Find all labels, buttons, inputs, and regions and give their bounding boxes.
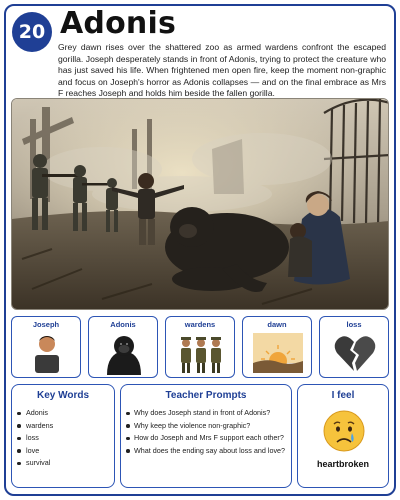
feelings-panel — [297, 384, 389, 488]
vocab-card-joseph[interactable] — [11, 316, 81, 378]
soldiers-icon — [176, 331, 226, 375]
list-item: wardens — [12, 420, 114, 433]
vocab-label: loss — [346, 320, 362, 329]
zoo-dawn-scene — [12, 99, 389, 310]
page-number-badge: 20 — [12, 12, 52, 52]
list-item: Why does Joseph stand in front of Adonis? — [121, 407, 291, 420]
broken-heart-icon — [330, 331, 380, 375]
vocab-label: Joseph — [32, 320, 60, 329]
list-item: love — [12, 445, 114, 458]
list-item: How do Joseph and Mrs F support each other? — [121, 432, 291, 445]
scene-summary: Grey dawn rises over the shattered zoo as armed wardens confront the escaped gorilla. Joseph desperately stands in front of Adonis, trying to protect the creature who has just saved his life. When frightened men open fire, keep the moment non-graphic and focus on Joseph's horror as Adonis collapses — and on the final embrace as Mrs F reaches Joseph and holds him beside the fallen gorilla. — [58, 42, 386, 99]
key-words-title: Key Words — [36, 390, 90, 401]
vocab-card-dawn[interactable] — [242, 316, 312, 378]
list-item: loss — [12, 432, 114, 445]
key-words-panel — [11, 384, 115, 488]
teacher-prompts-panel — [120, 384, 292, 488]
vocab-card-loss[interactable] — [319, 316, 389, 378]
scene-illustration — [11, 98, 389, 310]
list-item: What does the ending say about loss and love? — [121, 445, 291, 458]
crying-face-icon — [322, 409, 366, 453]
feelings-title: I feel — [331, 390, 355, 401]
list-item: Adonis — [12, 407, 114, 420]
vocab-label: dawn — [267, 320, 287, 329]
vocab-label: Adonis — [110, 320, 136, 329]
vocabulary-row — [11, 316, 389, 378]
teacher-prompts-title: Teacher Prompts — [165, 390, 247, 401]
page-title: Adonis — [60, 6, 176, 41]
emotion-label: heartbroken — [316, 459, 369, 469]
vocab-label: wardens — [184, 320, 216, 329]
boy-icon — [22, 331, 72, 375]
vocab-card-adonis[interactable] — [88, 316, 158, 378]
vocab-card-wardens[interactable] — [165, 316, 235, 378]
teacher-prompts-list — [121, 407, 291, 457]
list-item: survival — [12, 457, 114, 470]
list-item: Why keep the violence non-graphic? — [121, 420, 291, 433]
sunrise-icon — [253, 331, 303, 375]
key-words-list — [12, 407, 114, 470]
gorilla-icon — [99, 331, 149, 375]
